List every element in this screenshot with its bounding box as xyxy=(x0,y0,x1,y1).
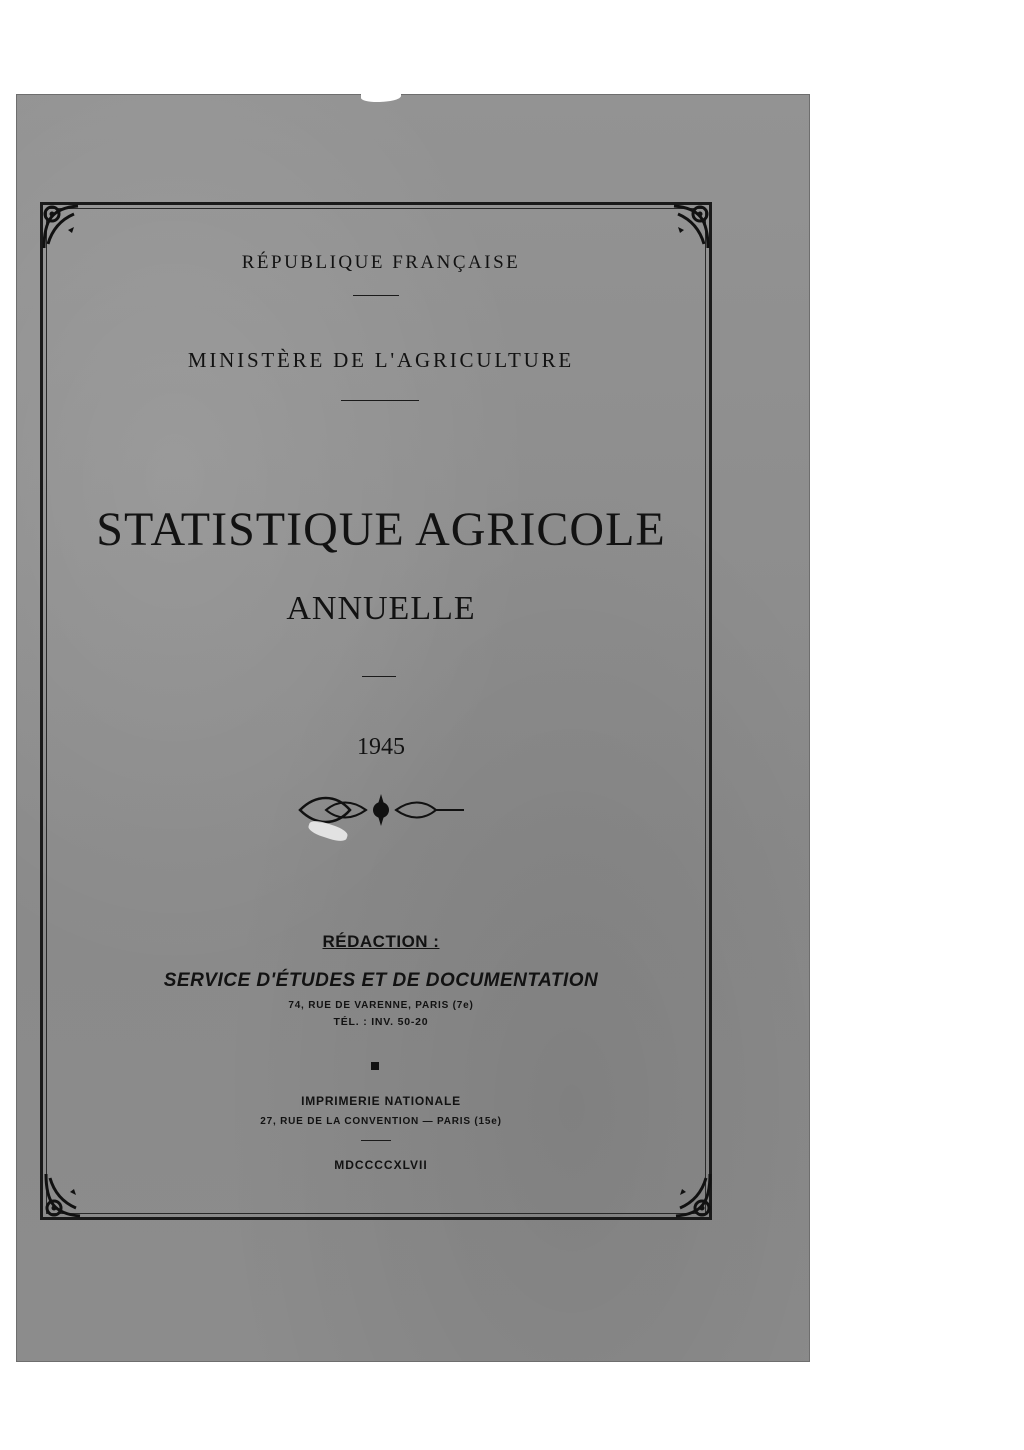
service-name: SERVICE D'ÉTUDES ET DE DOCUMENTATION xyxy=(163,970,599,991)
service-phone: TÉL. : INV. 50-20 xyxy=(333,1016,429,1028)
printer-name: IMPRIMERIE NATIONALE xyxy=(301,1094,461,1108)
divider xyxy=(353,295,399,296)
corner-ornament-icon xyxy=(662,1168,716,1222)
corner-ornament-icon xyxy=(38,200,92,254)
cover-sheet xyxy=(16,94,810,1362)
corner-ornament-icon xyxy=(40,1168,94,1222)
divider xyxy=(341,400,419,401)
roman-year: MDCCCCXLVII xyxy=(334,1158,428,1172)
edition-year: 1945 xyxy=(357,734,405,760)
paper-tear xyxy=(361,92,401,102)
document-title: STATISTIQUE AGRICOLE xyxy=(96,503,666,556)
square-bullet-icon xyxy=(371,1062,379,1070)
service-address: 74, RUE DE VARENNE, PARIS (7e) xyxy=(288,1000,474,1011)
corner-ornament-icon xyxy=(660,200,714,254)
ministry-heading: MINISTÈRE DE L'AGRICULTURE xyxy=(187,348,575,372)
republic-heading: RÉPUBLIQUE FRANÇAISE xyxy=(241,252,521,273)
divider xyxy=(361,1140,391,1141)
printer-address: 27, RUE DE LA CONVENTION — PARIS (15e) xyxy=(260,1116,502,1127)
document-subtitle: ANNUELLE xyxy=(286,590,476,627)
divider xyxy=(362,676,396,677)
redaction-label: RÉDACTION : xyxy=(322,932,440,951)
